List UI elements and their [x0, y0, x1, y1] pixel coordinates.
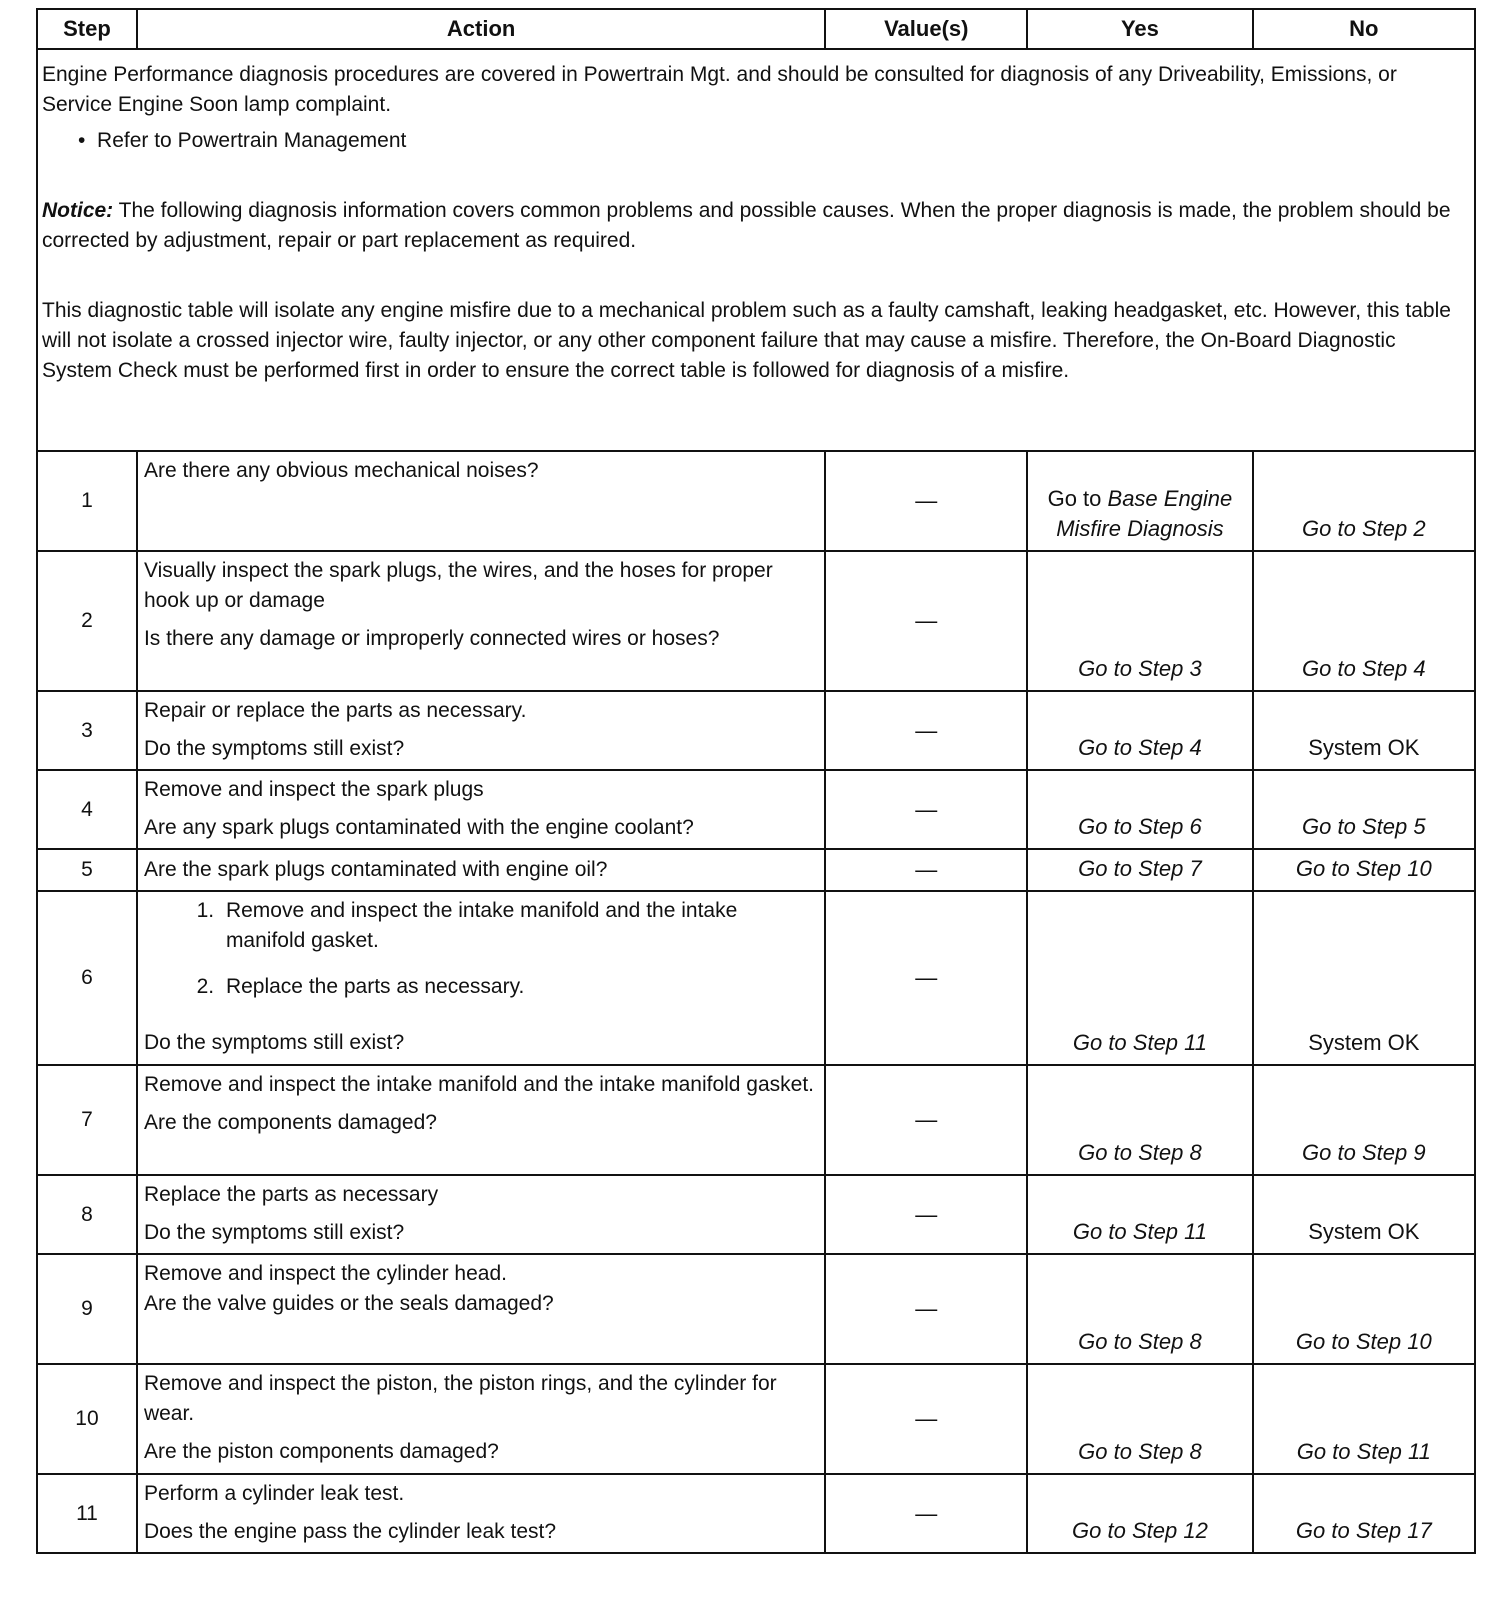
action-list-item: 2. Replace the parts as necessary.	[220, 972, 818, 1002]
step-no: Go to Step 5	[1253, 770, 1475, 849]
notice	[42, 196, 1470, 256]
step-number: 5	[37, 849, 137, 891]
table-note: This diagnostic table will isolate any engine misfire due to a mechanical problem such as a faulty camshaft, leaking headgasket, etc. However, this table will not isolate a crossed injector wire, faulty injector, or any other component failure that may cause a misfire. Therefore, the On-Board Diagnostic System Check must be performed first in order to ensure the correct table is followed for diagnosis of a misfire.	[42, 299, 1451, 382]
step-row-1	[37, 451, 1475, 551]
step-value: —	[825, 770, 1027, 849]
intro-bullet: • Refer to Powertrain Management	[78, 129, 407, 152]
step-yes: Go to Step 7	[1027, 849, 1252, 891]
header-step: Step	[37, 9, 137, 49]
step-action	[137, 1175, 825, 1254]
action-question: Do the symptoms still exist?	[143, 1031, 405, 1054]
step-action	[137, 770, 825, 849]
header-values: Value(s)	[825, 9, 1027, 49]
step-yes: Go to Step 8	[1027, 1065, 1252, 1175]
step-value: —	[825, 1254, 1027, 1364]
action-question: Do the symptoms still exist?	[143, 1221, 405, 1244]
action-text: Replace the parts as necessary	[143, 1183, 439, 1206]
notice-label: Notice:	[42, 199, 114, 222]
step-no: Go to Step 9	[1253, 1065, 1475, 1175]
step-no: Go to Step 2	[1253, 451, 1475, 551]
action-question: Is there any damage or improperly connected wires or hoses?	[143, 627, 720, 650]
step-value: —	[825, 1065, 1027, 1175]
step-value: —	[825, 1364, 1027, 1474]
step-action	[137, 1474, 825, 1553]
step-yes: Go to Step 8	[1027, 1364, 1252, 1474]
step-action	[137, 849, 825, 891]
step-number: 3	[37, 691, 137, 770]
header-action: Action	[137, 9, 825, 49]
step-row-9	[37, 1254, 1475, 1364]
step-no: Go to Step 11	[1253, 1364, 1475, 1474]
notice-text: The following diagnosis information covers common problems and possible causes. When the proper diagnosis is made, the problem should be corrected by adjustment, repair or part replacement as required.	[42, 199, 1451, 252]
intro-row	[37, 49, 1475, 451]
step-row-6	[37, 891, 1475, 1065]
step-action	[137, 1364, 825, 1474]
step-no: Go to Step 17	[1253, 1474, 1475, 1553]
step-number: 7	[37, 1065, 137, 1175]
step-number: 9	[37, 1254, 137, 1364]
action-text: Remove and inspect the spark plugs	[143, 778, 484, 801]
step-number: 1	[37, 451, 137, 551]
yes-prefix: Go to	[1047, 486, 1108, 511]
action-text: Remove and inspect the intake manifold and the intake manifold gasket.	[143, 1073, 815, 1096]
action-text: Remove and inspect the cylinder head.	[143, 1262, 507, 1285]
step-number: 8	[37, 1175, 137, 1254]
step-row-11	[37, 1474, 1475, 1553]
step-no: System OK	[1253, 1175, 1475, 1254]
action-question: Are the piston components damaged?	[143, 1440, 499, 1463]
step-no: System OK	[1253, 891, 1475, 1065]
step-action	[137, 451, 825, 551]
step-yes: Go to Step 6	[1027, 770, 1252, 849]
yes-link: Base Engine Misfire Diagnosis	[1056, 486, 1233, 541]
action-text: Are the spark plugs contaminated with engine oil?	[143, 858, 608, 881]
step-row-3	[37, 691, 1475, 770]
header-yes: Yes	[1027, 9, 1252, 49]
step-number: 11	[37, 1474, 137, 1553]
action-question: Are the components damaged?	[143, 1111, 437, 1134]
step-yes: Go to Step 11	[1027, 1175, 1252, 1254]
step-yes	[1027, 451, 1252, 551]
action-text: Are there any obvious mechanical noises?	[143, 459, 539, 482]
step-value: —	[825, 1175, 1027, 1254]
action-list-item: 1. Remove and inspect the intake manifold and the intake manifold gasket.	[220, 896, 818, 956]
step-action	[137, 1254, 825, 1364]
action-question: Do the symptoms still exist?	[143, 737, 405, 760]
action-text: Perform a cylinder leak test.	[143, 1482, 405, 1505]
step-action	[137, 891, 825, 1065]
intro-bullet-text: Refer to Powertrain Management	[97, 129, 407, 152]
intro-text: Engine Performance diagnosis procedures are covered in Powertrain Mgt. and should be consulted for diagnosis of any Driveability, Emissions, or Service Engine Soon lamp complaint.	[42, 63, 1397, 116]
step-yes: Go to Step 8	[1027, 1254, 1252, 1364]
step-no: Go to Step 10	[1253, 1254, 1475, 1364]
step-yes: Go to Step 11	[1027, 891, 1252, 1065]
action-question: Does the engine pass the cylinder leak test?	[143, 1520, 557, 1543]
action-list	[144, 896, 818, 1002]
step-no: System OK	[1253, 691, 1475, 770]
step-yes: Go to Step 4	[1027, 691, 1252, 770]
step-row-8	[37, 1175, 1475, 1254]
step-number: 2	[37, 551, 137, 691]
step-action	[137, 551, 825, 691]
action-text: Visually inspect the spark plugs, the wires, and the hoses for proper hook up or damage	[143, 559, 773, 612]
step-value: —	[825, 1474, 1027, 1553]
step-number: 4	[37, 770, 137, 849]
step-row-4	[37, 770, 1475, 849]
step-yes: Go to Step 3	[1027, 551, 1252, 691]
action-text: Remove and inspect the piston, the piston rings, and the cylinder for wear.	[143, 1372, 777, 1425]
step-value: —	[825, 891, 1027, 1065]
step-no: Go to Step 4	[1253, 551, 1475, 691]
step-action	[137, 1065, 825, 1175]
header-row	[37, 9, 1475, 49]
header-no: No	[1253, 9, 1475, 49]
step-row-2	[37, 551, 1475, 691]
intro-cell	[37, 49, 1475, 451]
step-row-7	[37, 1065, 1475, 1175]
step-number: 6	[37, 891, 137, 1065]
step-action	[137, 691, 825, 770]
action-question: Are the valve guides or the seals damaged?	[143, 1292, 554, 1315]
step-value: —	[825, 691, 1027, 770]
action-text: Repair or replace the parts as necessary.	[143, 699, 527, 722]
action-question: Are any spark plugs contaminated with the engine coolant?	[143, 816, 694, 839]
step-value: —	[825, 551, 1027, 691]
step-value: —	[825, 451, 1027, 551]
step-no: Go to Step 10	[1253, 849, 1475, 891]
diagnostic-table	[36, 8, 1476, 1554]
step-number: 10	[37, 1364, 137, 1474]
step-yes: Go to Step 12	[1027, 1474, 1252, 1553]
step-value: —	[825, 849, 1027, 891]
step-row-10	[37, 1364, 1475, 1474]
step-row-5	[37, 849, 1475, 891]
